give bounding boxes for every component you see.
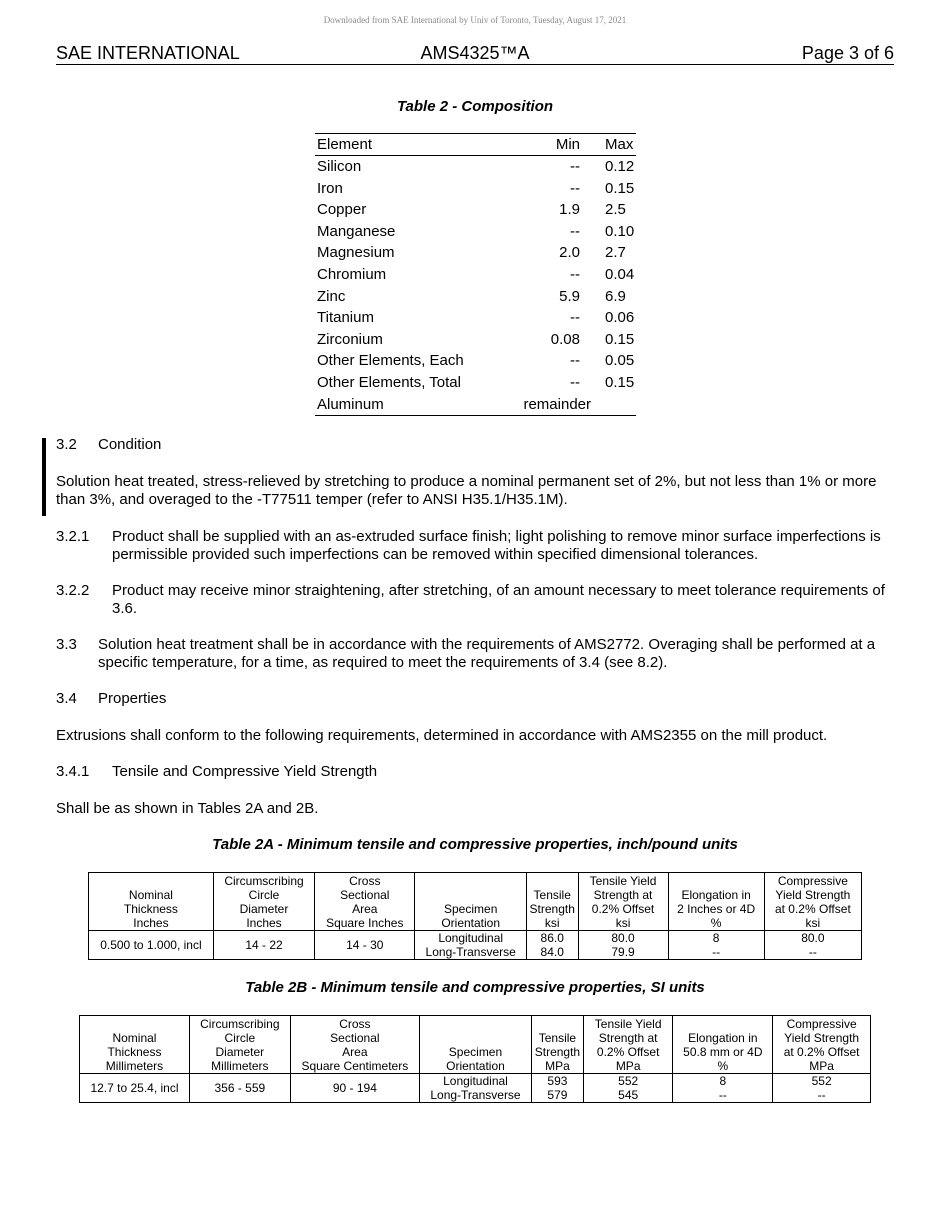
element-remainder: remainder [523,395,591,413]
element-min: -- [570,352,580,370]
element-name: Aluminum [317,395,384,413]
cell-compressive: 552 -- [773,1074,871,1103]
section-3-4-body: Extrusions shall conform to the following requirements, determined in accordance with AMS2355 on the mill product. [56,727,828,744]
element-name: Zinc [317,287,346,305]
download-watermark: Downloaded from SAE International by Univ of Toronto, Tuesday, August 17, 2021 [323,15,627,25]
element-max: 2.7 [605,244,626,262]
table2a [88,872,862,960]
element-name: Manganese [317,222,396,240]
element-max: 0.15 [605,373,635,391]
table-row [315,372,636,394]
col-header-elongation: Elongation in 2 Inches or 4D % [668,873,764,931]
element-max: 0.15 [605,179,635,197]
composition-table [315,133,636,416]
col-header-tensile: Tensile Strength MPa [531,1016,583,1074]
cell-thickness: 0.500 to 1.000, incl [89,931,214,960]
element-min: -- [570,309,580,327]
element-min: -- [570,158,580,175]
element-max: 6.9 [605,287,626,305]
element-min: -- [570,179,580,197]
cell-diameter: 356 - 559 [189,1074,290,1103]
element-name: Zirconium [317,330,383,348]
element-min: 1.9 [559,201,580,219]
col-header-area: Cross Sectional Area Square Inches [315,873,415,931]
table-row [315,329,636,351]
table-row [315,307,636,329]
col-header-yield: Tensile Yield Strength at 0.2% Offset MPa [583,1016,673,1074]
table-row [315,221,636,243]
table-row [89,931,862,960]
section-3-4-1-body: Shall be as shown in Tables 2A and 2B. [56,800,319,817]
col-header-compressive: Compressive Yield Strength at 0.2% Offset MPa [773,1016,871,1074]
element-min: -- [570,265,580,283]
table-row [315,199,636,221]
element-min: 5.9 [559,287,580,305]
col-header-compressive: Compressive Yield Strength at 0.2% Offset ksi [764,873,861,931]
table-row [315,242,636,264]
header-element: Element [317,136,373,153]
element-min: -- [570,373,580,391]
cell-yield: 552 545 [583,1074,673,1103]
table2a-caption: Table 2A - Minimum tensile and compressive properties, inch/pound units [212,836,738,853]
cell-area: 90 - 194 [290,1074,419,1103]
section-3-2-body: Solution heat treated, stress-relieved by stretching to produce a nominal permanent set of 2%, but not less than 1% or more than 3%, and overaged to the -T77511 temper (refer to ANSI H35.1/H35.1M). [56,473,877,508]
header-organization: SAE INTERNATIONAL [56,43,240,63]
col-header-thickness: Nominal Thickness Millimeters [80,1016,190,1074]
table2b-caption: Table 2B - Minimum tensile and compressive properties, SI units [245,979,705,996]
element-min: 2.0 [559,244,580,262]
col-header-orientation: Specimen Orientation [415,873,527,931]
section-3-2-title: Condition [98,436,162,453]
col-header-diameter: Circumscribing Circle Diameter Millimeters [189,1016,290,1074]
cell-orientation: Longitudinal Long-Transverse [415,931,527,960]
element-max: 0.12 [605,158,635,175]
cell-orientation: Longitudinal Long-Transverse [420,1074,532,1103]
table-row [315,286,636,308]
cell-diameter: 14 - 22 [213,931,314,960]
element-name: Other Elements, Each [317,352,464,370]
table-row [315,350,636,372]
table2a-header-row [89,873,862,931]
element-max: 2.5 [605,201,626,219]
table-row [315,156,636,178]
cell-compressive: 80.0 -- [764,931,861,960]
element-name: Titanium [317,309,374,327]
section-3-3-text: Solution heat treatment shall be in accordance with the requirements of AMS2772. Overaging shall be performed at a specific temperature, for a time, as required to meet the requirements of 3.4 (see 8.2). [98,636,876,671]
col-header-orientation: Specimen Orientation [420,1016,532,1074]
table-row [315,394,636,416]
element-name: Copper [317,201,367,219]
section-3-3-number: 3.3 [56,636,77,653]
table-bottom-rule [315,415,636,416]
table2b-header-row [80,1016,871,1074]
col-header-diameter: Circumscribing Circle Diameter Inches [213,873,314,931]
col-header-elongation: Elongation in 50.8 mm or 4D % [673,1016,773,1074]
col-header-tensile: Tensile Strength ksi [526,873,578,931]
header-max: Max [605,136,634,153]
cell-yield: 80.0 79.9 [578,931,668,960]
revision-change-bar [42,438,46,516]
header-min: Min [555,136,580,153]
cell-elongation: 8 -- [668,931,764,960]
header-document-number: AMS4325™A [420,43,530,63]
element-name: Iron [317,179,343,197]
section-3-4-1-number: 3.4.1 [56,763,90,780]
element-name: Chromium [317,265,387,283]
element-max: 0.15 [605,330,635,348]
section-3-2-1-number: 3.2.1 [56,528,90,545]
cell-thickness: 12.7 to 25.4, incl [80,1074,190,1103]
col-header-thickness: Nominal Thickness Inches [89,873,214,931]
table-row [315,264,636,286]
cell-tensile: 86.0 84.0 [526,931,578,960]
element-name: Other Elements, Total [317,373,461,391]
element-max: 0.04 [605,265,635,283]
header-page-number: Page 3 of 6 [801,43,894,63]
page-header [56,43,894,65]
cell-elongation: 8 -- [673,1074,773,1103]
element-name: Silicon [317,158,362,175]
element-max: 0.05 [605,352,635,370]
table-row [80,1074,871,1103]
element-name: Magnesium [317,244,395,262]
section-3-2-2-text: Product may receive minor straightening, after stretching, of an amount necessary to meet tolerance requirements of 3.6. [112,582,885,617]
element-max: 0.10 [605,222,635,240]
composition-header-row [315,133,636,156]
table2b [79,1015,871,1103]
section-3-2-1-text: Product shall be supplied with an as-extruded surface finish; light polishing to remove minor surface imperfections is permissible provided such imperfections can be removed within specified dimensional tolerances. [112,528,881,563]
col-header-yield: Tensile Yield Strength at 0.2% Offset ksi [578,873,668,931]
cell-area: 14 - 30 [315,931,415,960]
col-header-area: Cross Sectional Area Square Centimeters [290,1016,419,1074]
section-3-4-number: 3.4 [56,690,77,707]
table2-caption: Table 2 - Composition [396,98,554,115]
cell-tensile: 593 579 [531,1074,583,1103]
section-3-2-number: 3.2 [56,436,77,453]
element-max: 0.06 [605,309,635,327]
section-3-2-2-number: 3.2.2 [56,582,90,599]
element-min: 0.08 [550,330,580,348]
table-row [315,178,636,200]
section-3-4-1-title: Tensile and Compressive Yield Strength [112,763,378,780]
section-3-4-title: Properties [98,690,167,707]
element-min: -- [570,222,580,240]
